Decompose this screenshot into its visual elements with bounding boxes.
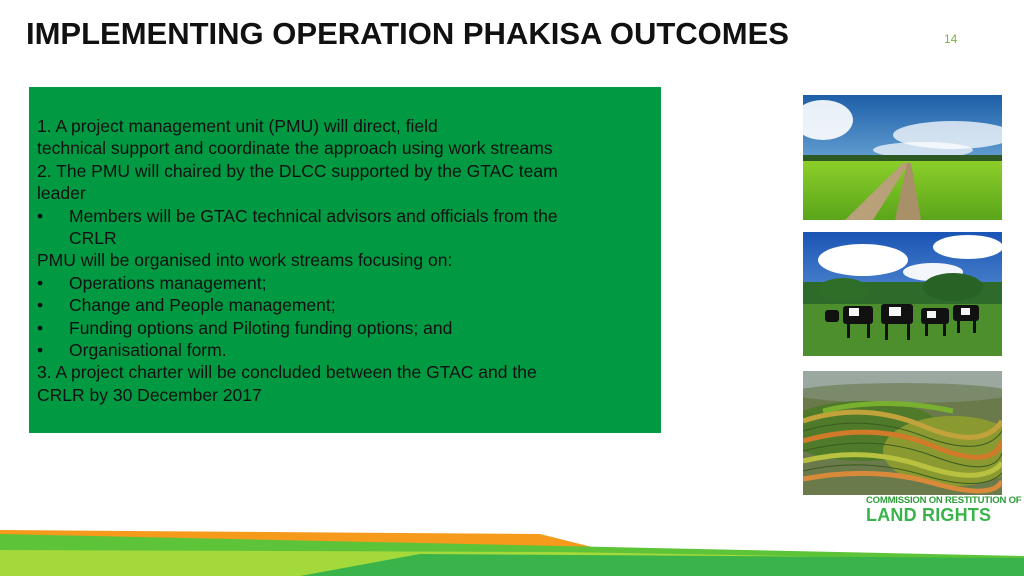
logo-line-small: COMMISSION ON RESTITUTION OF [866, 495, 1022, 506]
bullet-item [37, 339, 653, 361]
bottom-decorative-band [0, 520, 1024, 576]
bullet-dot: • [37, 317, 44, 338]
content-box [29, 87, 661, 433]
logo-line-big: LAND RIGHTS [866, 505, 992, 525]
bullet-item [37, 294, 653, 316]
bullet-item [37, 317, 653, 339]
field-road-photo [803, 95, 1002, 220]
slide-title: IMPLEMENTING OPERATION PHAKISA OUTCOMES [26, 16, 789, 51]
bullet-dot: • [37, 205, 44, 226]
text-line: 2. The PMU will chaired by the DLCC supported by the GTAC team [37, 160, 558, 181]
bullet-item [37, 205, 653, 227]
text-line: CRLR by 30 December 2017 [37, 384, 262, 405]
bullet-dot: • [37, 295, 44, 316]
text-line: leader [37, 183, 86, 204]
text-line: 1. A project management unit (PMU) will direct, field [37, 116, 438, 136]
cows-photo [803, 232, 1002, 356]
bullet-dot: • [37, 340, 44, 361]
bullet-dot: • [37, 272, 44, 293]
bullet-text: Members will be GTAC technical advisors and officials from the [69, 205, 558, 226]
text-line: technical support and coordinate the approach using work streams [37, 138, 553, 159]
bullet-text: Operations management; [69, 272, 267, 293]
text-line: PMU will be organised into work streams focusing on: [37, 250, 453, 271]
slide-number: 14 [944, 32, 958, 46]
bullet-item [37, 272, 653, 294]
text-line: CRLR [69, 228, 117, 249]
text-line: 3. A project charter will be concluded between the GTAC and the [37, 362, 537, 383]
bullet-text: Funding options and Piloting funding options; and [69, 317, 453, 338]
bullet-text: Change and People management; [69, 295, 336, 316]
terraces-photo [803, 371, 1002, 495]
bullet-text: Organisational form. [69, 340, 227, 361]
